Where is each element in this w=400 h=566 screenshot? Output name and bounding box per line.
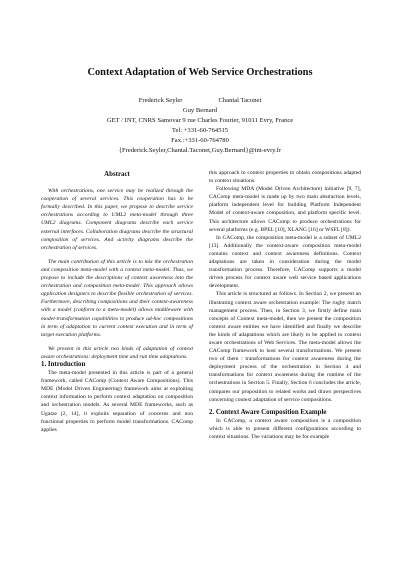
author-name: Chantal Taconet [218, 97, 262, 104]
fax: Fax.:+331-60-764780 [171, 136, 229, 144]
section-heading: 1. Introduction [41, 360, 86, 368]
body-paragraph: Following MDA (Model Driven Architecture) initiative [9, 7], CAComp meta-model is made up by two main abstraction levels, platform independent level for building Platform Independent Model of context-aware composition, and platform specific level. This architecture allows CAComp to produce orchestrations for several platforms (e.g. BPEL [10], XLANG [16] or WSFL [8]). [209, 186, 361, 233]
body-paragraph: The meta-model presented in this article is part of a general framework, called CAComp (Context Aware Compositions). This MDE (Model Driven Engineering) framework aims at exploiting context information to perform context adaptation on composition and orchestration models. As several MDE frameworks, such as Ugatze [2, 14], it exploits separation of concerns and non functional properties to perform model transformations. CAComp applies [41, 370, 193, 433]
two-column-body [41, 169, 361, 441]
section-heading: 2. Context Aware Composition Example [209, 408, 327, 416]
body-paragraph: This article is structured as follows. In Section 2, we present an illustrating context aware orchestration example: The rugby match management process. Then, in Section 3, we firstly define main concepts of Context meta-model, then we present the composition context aware entities we have identified and finally we describe the kinds of adaptations which are likely to be applied to context aware orchestrations of Web Services. The meta-model allows the CAComp framework to host several transformations. We present two of them : transformations for context awareness during the deployment process of the orchestration in Section 4 and transformations for context awareness during the runtime of the orchestrations in Section 5. Finally, Section 6 concludes the article, compares our proposition to related works and draws perspectives concerning context adaptation of service compositions. [209, 291, 361, 403]
author-name: Guy Bernard [182, 106, 218, 114]
right-column [209, 169, 361, 441]
author-names [0, 96, 400, 106]
paper-title: Context Adaptation of Web Service Orchestrations [87, 67, 313, 78]
telephone: Tel: +331-60-764515 [171, 126, 229, 134]
abstract-section [41, 171, 193, 361]
abstract-paragraph: We present in this article two kinds of adaptation of context aware orchestrations: deployment time and run time adaptations. [41, 345, 193, 360]
abstract-paragraph: The main contribution of this article is to mix the orchestration and composition meta-model with a context meta-model. Thus, we propose to include the descriptions of context awareness into the orchestration and composition meta-model. This approach allows application designers to describe flexible orchestration of services. Furthermore, describing compositions and their context-awareness with a model (conform to a meta-model) allows middleware with model-transformation capabilities to produce ad-hoc compositions in term of adaptation to current context execution and in term of target execution platforms. [41, 258, 193, 338]
body-paragraph: this approach to context properties to obtain compositions adapted to context situations. [209, 170, 361, 185]
body-paragraph: In CAComp, the composition meta-model is a subset of UML2 [13]. Additionally the context-aware composition meta-model contains context and context awareness definitions. Context adaptations are taken in consideration during the model transformation process. Therefore, CAComp supports a model driven process for context aware web service based applications development. [209, 234, 361, 290]
email-addresses: {Frederick.Seyler,Chantal.Taconet,Guy.Bernard}@int-evry.fr [118, 146, 282, 154]
affiliation: GET / INT, CNRS Samovar 9 rue Charles Fourier, 91011 Evry, France [106, 116, 294, 124]
abstract-heading: Abstract [104, 171, 130, 178]
author-name: Frederick Seyler [138, 97, 183, 104]
abstract-paragraph: With orchestrations, one service may be realized through the cooperation of several services. This cooperation has to be formally described. In this paper, we propose to describe service orchestrations according to UML2 meta-model through three UML2 diagrams. Component diagrams describe each service external interfaces. Collaboration diagrams describe the structural composition of services. And activity diagrams describe the orchestration of services. [41, 188, 193, 251]
body-paragraph: In CAComp, a context aware composition is a composition which is able to present different configurations according to context situations. The variations may be for example [209, 417, 361, 440]
left-column [41, 169, 193, 441]
author-block [0, 96, 400, 155]
